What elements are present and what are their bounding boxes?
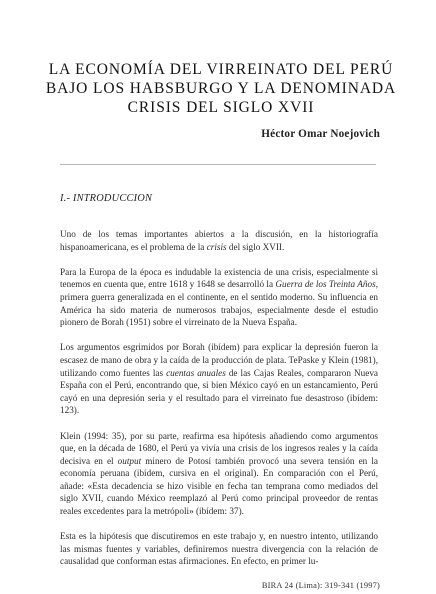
body-paragraph-5: [60, 530, 378, 568]
body-paragraph-3: [60, 341, 378, 417]
italic-term: output: [117, 455, 142, 466]
section-heading: I.- INTRODUCCION: [60, 193, 153, 204]
title-line-2: BAJO LOS HABSBURGO Y LA DENOMINADA: [45, 80, 397, 97]
header-divider: [60, 164, 376, 165]
paragraph-text: del siglo XVII.: [226, 241, 285, 252]
paragraph-text: Esta es la hipótesis que discutiremos en este trabajo y, en nuestro intento, utilizando las mismas fuentes y variables, definiremos nuestra divergencia con la relación de causalidad que conforman estas afirmaciones. En efecto, en primer lu-: [60, 531, 378, 567]
paragraph-text: Uno de los temas importantes abiertos a la discusión, en la historiografía hispanoamericana, es el problema de la: [60, 229, 378, 252]
article-title: [0, 60, 436, 117]
italic-term: Guerra de los Treinta Años: [275, 279, 376, 290]
paragraph-text: Klein (1994: 35), por su parte, reafirma esa hipótesis añadiendo como argumentos que, en la década de 1680, el Perú ya vivía una crisis de los ingresos reales y la caída decisiva en el: [60, 430, 378, 466]
body-text: [60, 228, 378, 581]
page-footer-citation: BIRA 24 (Lima): 319-341 (1997): [261, 581, 380, 590]
paragraph-text: Para la Europa de la época es indudable la existencia de una crisis, especialmente si tenemos en cuenta que, entre 1618 y 1648 se desarrolló la: [60, 266, 378, 290]
paragraph-text: Los argumentos esgrimidos por Borah (ibídem) para explicar la depresión fueron la escasez de mano de obra y la caída de la producción de plata. TePaske y Klein (1981), utilizando como fuentes las: [60, 342, 378, 378]
title-line-1: LA ECONOMÍA DEL VIRREINATO DEL PERÚ: [48, 61, 394, 78]
author-name: Héctor Omar Noejovich: [261, 128, 380, 140]
italic-term: cuentas anuales: [166, 367, 226, 378]
body-paragraph-2: [60, 266, 378, 329]
paragraph-text: minero de Potosí también provocó una severa tensión en la economía peruana (ibídem, cursiva en el original). En comparación con el Perú, añade: «Esta decadencia se hizo visible en fecha tan temprana como mediados del siglo XVII, cuando México reemplazó al Perú como principal proveedor de rentas reales excedentes para la metrópoli» (ibídem: 37).: [60, 455, 378, 517]
paragraph-text: de las Cajas Reales, compararon Nueva España con el Perú, encontrando que, si bien México cayó en un estancamiento, Perú cayó en una depresión seria y el resultado para el virreinato fue desastroso (ibídem: 123).: [60, 367, 378, 416]
paragraph-text: , primera guerra generalizada en el continente, en el sentido moderno. Su influencia en América ha sido materia de numerosos trabajos, especialmente desde el estudio pionero de Borah (1951) sobre el virreinato de la Nueva España.: [60, 279, 378, 328]
title-line-3: CRISIS DEL SIGLO XVII: [127, 99, 315, 116]
body-paragraph-1: [60, 228, 378, 253]
body-paragraph-4: [60, 430, 378, 518]
italic-term: crisis: [206, 241, 227, 252]
